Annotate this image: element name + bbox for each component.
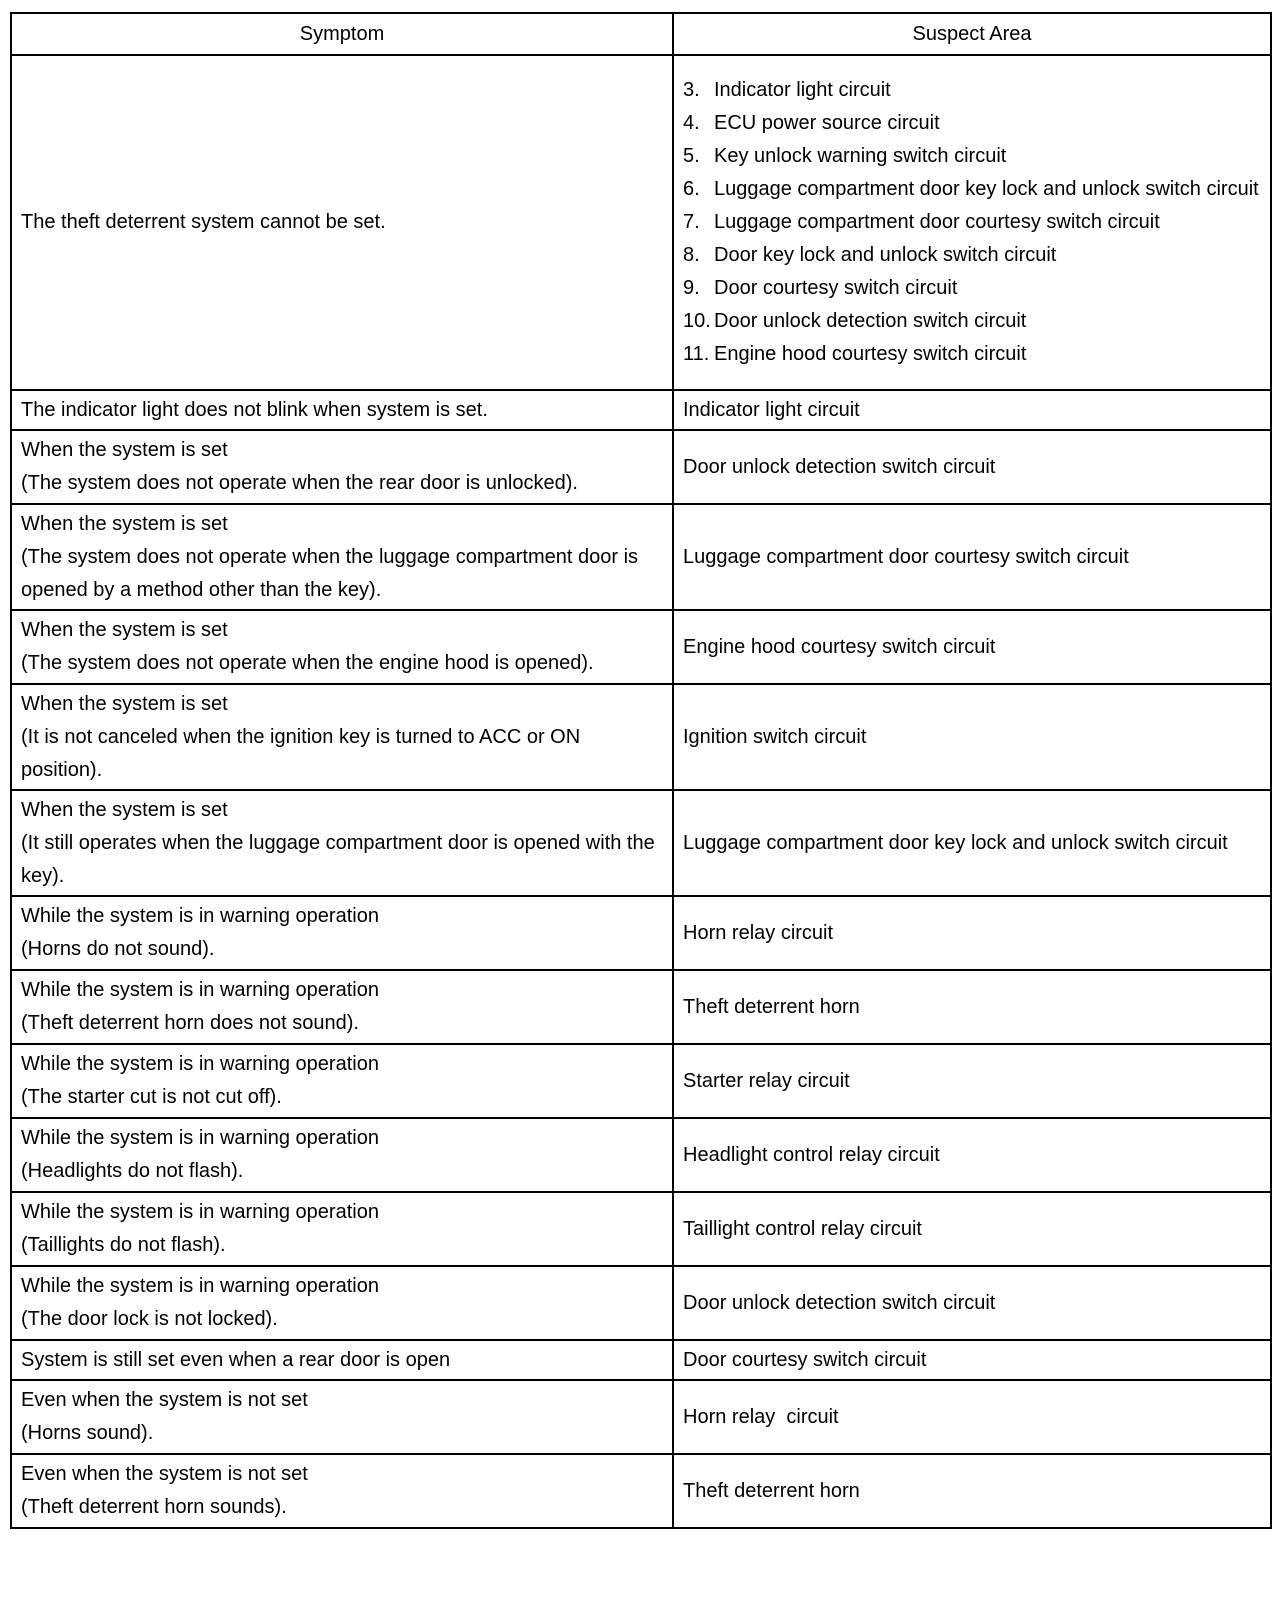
list-number: 4. [683, 112, 700, 134]
symptom-cell [11, 970, 673, 1044]
suspect-area-text: Indicator light circuit [683, 398, 860, 421]
list-item [683, 272, 1261, 305]
symptom-condition: When the system is set [21, 439, 228, 461]
symptom-cell [11, 1340, 673, 1380]
table-header-row [11, 13, 1271, 55]
symptom-cell [11, 896, 673, 970]
symptom-detail: (The door lock is not locked). [21, 1308, 278, 1330]
suspect-area-text: Headlight control relay circuit [683, 1143, 940, 1166]
symptom-condition: When the system is set [21, 798, 228, 821]
list-text: Door courtesy switch circuit [714, 277, 958, 299]
list-item [683, 305, 1261, 338]
list-text: Luggage compartment door courtesy switch circuit [714, 211, 1160, 233]
list-text: Door unlock detection switch circuit [714, 310, 1027, 332]
suspect-area-text: Theft deterrent horn [683, 1479, 860, 1502]
symptom-detail: (The system does not operate when the rear door is unlocked). [21, 472, 578, 494]
symptom-condition: While the system is in warning operation [21, 1053, 379, 1075]
list-item [683, 239, 1261, 272]
symptom-cell [11, 610, 673, 684]
symptom-detail: (Horns sound). [21, 1422, 154, 1444]
suspect-area-cell [673, 1340, 1271, 1380]
symptom-cell [11, 390, 673, 430]
symptom-detail: (The starter cut is not cut off). [21, 1086, 282, 1108]
table-row [11, 390, 1271, 430]
list-text: ECU power source circuit [714, 112, 940, 134]
table-row [11, 970, 1271, 1044]
list-number: 10. [683, 310, 711, 332]
suspect-area-text: Luggage compartment door courtesy switch circuit [683, 545, 1129, 568]
symptom-cell [11, 55, 673, 390]
symptom-condition: Even when the system is not set [21, 1389, 308, 1411]
symptom-cell [11, 1044, 673, 1118]
symptom-condition: While the system is in warning operation [21, 905, 379, 927]
symptom-condition: When the system is set [21, 619, 228, 641]
symptom-detail: (It still operates when the luggage compartment door is opened with the key). [21, 831, 655, 887]
symptom-cell [11, 790, 673, 896]
suspect-area-text: Ignition switch circuit [683, 725, 867, 748]
symptom-column-header: Symptom [11, 13, 673, 55]
suspect-area-cell [673, 1044, 1271, 1118]
list-item [683, 140, 1261, 173]
suspect-area-column-header: Suspect Area [673, 13, 1271, 55]
list-item [683, 338, 1261, 371]
suspect-area-text: Theft deterrent horn [683, 995, 860, 1018]
symptom-text: The theft deterrent system cannot be set. [21, 211, 386, 233]
suspect-area-cell [673, 790, 1271, 896]
list-item [683, 107, 1261, 140]
table-row [11, 504, 1271, 610]
suspect-area-list [683, 74, 1261, 371]
suspect-area-cell [673, 1266, 1271, 1340]
list-text: Key unlock warning switch circuit [714, 145, 1007, 167]
list-number: 8. [683, 244, 700, 266]
table-row [11, 430, 1271, 504]
suspect-area-text: Door unlock detection switch circuit [683, 455, 996, 478]
list-item [683, 206, 1261, 239]
symptom-detail: (Horns do not sound). [21, 938, 215, 960]
list-number: 11. [683, 343, 710, 365]
symptom-detail: (The system does not operate when the luggage compartment door is opened by a method other than the key). [21, 545, 639, 601]
symptom-cell [11, 684, 673, 790]
list-item [683, 74, 1261, 107]
table-row [11, 790, 1271, 896]
symptom-condition: While the system is in warning operation [21, 979, 379, 1001]
table-row [11, 1380, 1271, 1454]
table-row [11, 55, 1271, 390]
table-row [11, 610, 1271, 684]
table-row [11, 1192, 1271, 1266]
suspect-area-text: Starter relay circuit [683, 1069, 850, 1092]
symptom-detail: (It is not canceled when the ignition key is turned to ACC or ON position). [21, 725, 581, 781]
list-number: 3. [683, 79, 700, 101]
table-row [11, 1454, 1271, 1528]
suspect-area-text: Horn relay circuit [683, 921, 834, 944]
list-item [683, 173, 1261, 206]
list-number: 7. [683, 211, 700, 233]
list-number: 5. [683, 145, 700, 167]
list-text: Luggage compartment door key lock and unlock switch circuit [714, 178, 1259, 200]
table-row [11, 1118, 1271, 1192]
symptom-cell [11, 1118, 673, 1192]
suspect-area-cell [673, 970, 1271, 1044]
suspect-area-text: Luggage compartment door key lock and unlock switch circuit [683, 831, 1228, 854]
list-text: Door key lock and unlock switch circuit [714, 244, 1057, 266]
symptom-cell [11, 1380, 673, 1454]
suspect-area-text: Door courtesy switch circuit [683, 1348, 927, 1371]
suspect-area-text: Engine hood courtesy switch circuit [683, 635, 996, 658]
symptom-cell [11, 504, 673, 610]
symptom-text: System is still set even when a rear door is open [21, 1348, 451, 1371]
symptom-cell [11, 1454, 673, 1528]
symptom-cell [11, 1192, 673, 1266]
suspect-area-text: Taillight control relay circuit [683, 1217, 922, 1240]
symptom-cell [11, 430, 673, 504]
suspect-area-cell [673, 896, 1271, 970]
symptom-condition: When the system is set [21, 512, 228, 535]
symptom-detail: (Theft deterrent horn does not sound). [21, 1012, 359, 1034]
symptom-detail: (Theft deterrent horn sounds). [21, 1496, 287, 1518]
symptom-condition: While the system is in warning operation [21, 1275, 379, 1297]
symptom-detail: (Headlights do not flash). [21, 1160, 244, 1182]
suspect-area-cell [673, 1380, 1271, 1454]
suspect-area-cell [673, 1454, 1271, 1528]
suspect-area-cell [673, 1118, 1271, 1192]
suspect-area-cell [673, 390, 1271, 430]
suspect-area-text: Horn relay circuit [683, 1405, 839, 1428]
table-row [11, 896, 1271, 970]
troubleshooting-table [10, 12, 1272, 1529]
symptom-condition: Even when the system is not set [21, 1463, 308, 1485]
table-row [11, 1044, 1271, 1118]
symptom-condition: While the system is in warning operation [21, 1127, 379, 1149]
list-number: 6. [683, 178, 700, 200]
symptom-text: The indicator light does not blink when system is set. [21, 398, 488, 421]
table-row [11, 1266, 1271, 1340]
list-text: Indicator light circuit [714, 79, 891, 101]
symptom-detail: (The system does not operate when the engine hood is opened). [21, 652, 594, 674]
list-number: 9. [683, 277, 700, 299]
symptom-condition: When the system is set [21, 692, 228, 715]
table-row [11, 1340, 1271, 1380]
suspect-area-cell [673, 610, 1271, 684]
list-text: Engine hood courtesy switch circuit [714, 343, 1027, 365]
suspect-area-text: Door unlock detection switch circuit [683, 1291, 996, 1314]
table-row [11, 684, 1271, 790]
symptom-detail: (Taillights do not flash). [21, 1234, 226, 1256]
symptom-cell [11, 1266, 673, 1340]
symptom-condition: While the system is in warning operation [21, 1201, 379, 1223]
suspect-area-cell [673, 1192, 1271, 1266]
suspect-area-cell [673, 430, 1271, 504]
suspect-area-cell [673, 55, 1271, 390]
suspect-area-cell [673, 684, 1271, 790]
suspect-area-cell [673, 504, 1271, 610]
